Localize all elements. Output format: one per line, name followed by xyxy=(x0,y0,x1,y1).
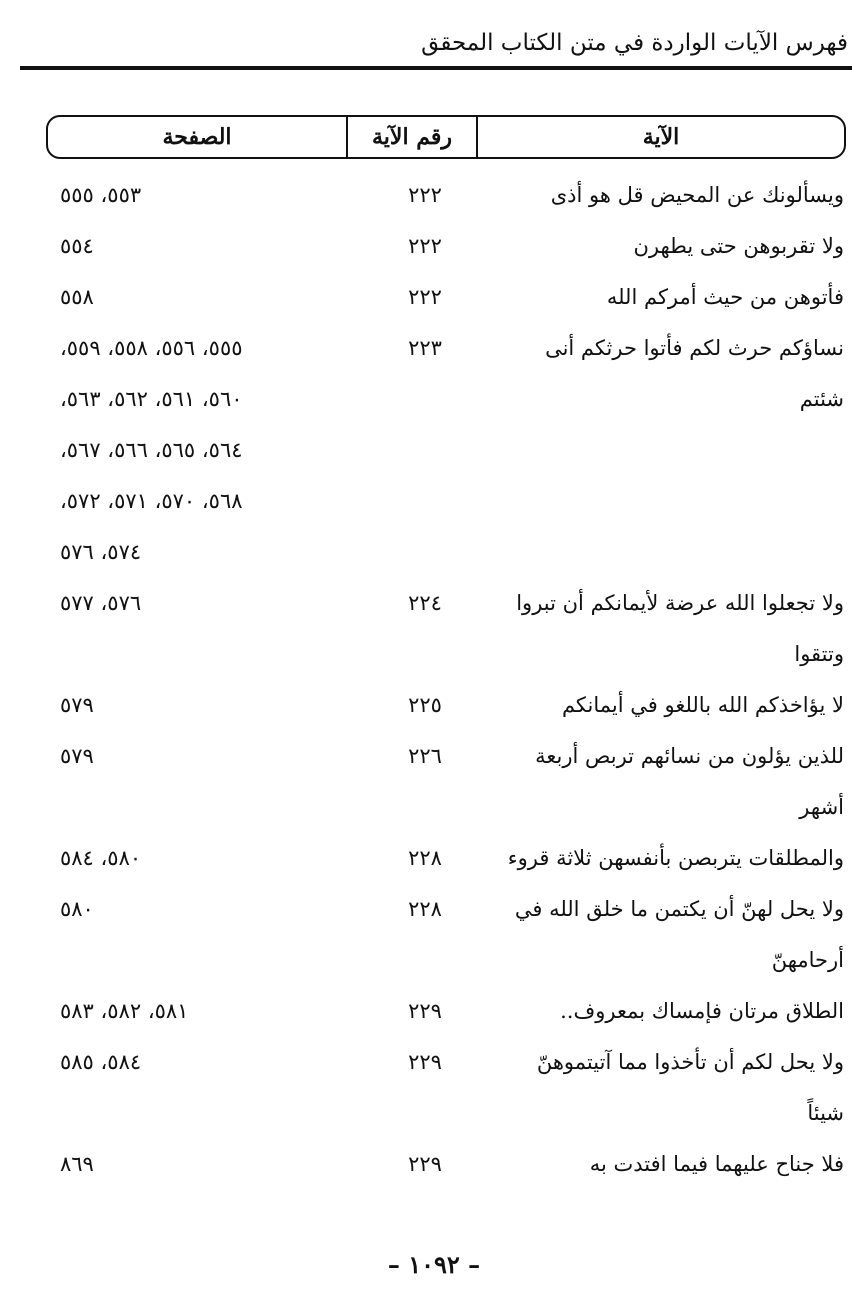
table-row xyxy=(0,680,868,731)
page-refs: ٨٦٩ xyxy=(60,1152,94,1176)
table-row xyxy=(0,374,868,425)
running-header: فهرس الآيات الواردة في متن الكتاب المحقق xyxy=(421,30,848,56)
column-header-verse-number: رقم الآية xyxy=(346,117,476,157)
verse-number: ٢٢٣ xyxy=(408,336,442,360)
table-row xyxy=(0,1139,868,1190)
table-row xyxy=(0,1037,868,1088)
verse-text: والمطلقات يتربصن بأنفسهن ثلاثة قروء xyxy=(507,846,844,870)
verse-number xyxy=(380,425,470,476)
verse-text: ويسألونك عن المحيض قل هو أذى xyxy=(550,183,844,207)
table-row xyxy=(0,425,868,476)
table-row xyxy=(0,221,868,272)
verse-text: الطلاق مرتان فإمساك بمعروف.. xyxy=(560,999,844,1023)
verse-number xyxy=(380,476,470,527)
table-row xyxy=(0,272,868,323)
verse-number: ٢٢٩ xyxy=(408,999,442,1023)
page-refs xyxy=(60,935,340,986)
page-refs: ٥٥٣، ٥٥٥ xyxy=(60,183,142,207)
page-refs: ٥٨٤، ٥٨٥ xyxy=(60,1050,142,1074)
table-row xyxy=(0,833,868,884)
page-refs: ٥٧٤، ٥٧٦ xyxy=(60,540,142,564)
index-table xyxy=(0,170,868,1190)
verse-text: أشهر xyxy=(799,795,844,819)
page-refs: ٥٨١، ٥٨٢، ٥٨٣ xyxy=(60,999,189,1023)
table-row xyxy=(0,782,868,833)
verse-number: ٢٢٢ xyxy=(408,285,442,309)
verse-text: أرحامهنّ xyxy=(771,948,844,972)
verse-number xyxy=(380,782,470,833)
table-row xyxy=(0,986,868,1037)
verse-text: شئتم xyxy=(799,387,844,411)
verse-number xyxy=(380,1088,470,1139)
verse-number: ٢٢٢ xyxy=(408,234,442,258)
page-refs: ٥٦٨، ٥٧٠، ٥٧١، ٥٧٢، xyxy=(60,489,243,513)
verse-text: للذين يؤلون من نسائهم تربص أربعة xyxy=(535,744,844,768)
verse-number: ٢٢٨ xyxy=(408,846,442,870)
table-row xyxy=(0,323,868,374)
page-refs xyxy=(60,782,340,833)
page-refs: ٥٧٩ xyxy=(60,693,94,717)
verse-text xyxy=(474,476,844,527)
verse-number: ٢٢٦ xyxy=(408,744,442,768)
table-row xyxy=(0,731,868,782)
verse-number: ٢٢٨ xyxy=(408,897,442,921)
table-row xyxy=(0,476,868,527)
verse-text: ولا تجعلوا الله عرضة لأيمانكم أن تبروا xyxy=(516,591,844,615)
verse-text: ولا يحل لهنّ أن يكتمن ما خلق الله في xyxy=(514,897,844,921)
verse-text xyxy=(474,527,844,578)
verse-number xyxy=(380,374,470,425)
table-header xyxy=(46,115,846,159)
page-refs: ٥٧٩ xyxy=(60,744,94,768)
page-refs: ٥٥٤ xyxy=(60,234,94,258)
page-refs: ٥٨٠، ٥٨٤ xyxy=(60,846,142,870)
page-refs xyxy=(60,629,340,680)
header-rule xyxy=(20,66,852,70)
page-refs: ٥٥٨ xyxy=(60,285,94,309)
verse-number: ٢٢٥ xyxy=(408,693,442,717)
verse-number: ٢٢٩ xyxy=(408,1152,442,1176)
verse-number: ٢٢٩ xyxy=(408,1050,442,1074)
verse-number: ٢٢٤ xyxy=(408,591,442,615)
verse-number xyxy=(380,935,470,986)
verse-text: ولا يحل لكم أن تأخذوا مما آتيتموهنّ xyxy=(536,1050,844,1074)
page-refs: ٥٥٥، ٥٥٦، ٥٥٨، ٥٥٩، xyxy=(60,336,243,360)
verse-text: فأتوهن من حيث أمركم الله xyxy=(606,285,844,309)
table-row xyxy=(0,1088,868,1139)
page-refs xyxy=(60,1088,340,1139)
table-row xyxy=(0,629,868,680)
verse-text: لا يؤاخذكم الله باللغو في أيمانكم xyxy=(561,693,844,717)
verse-text: شيئاً xyxy=(807,1101,844,1125)
table-row xyxy=(0,935,868,986)
page-refs: ٥٦٤، ٥٦٥، ٥٦٦، ٥٦٧، xyxy=(60,438,243,462)
table-row xyxy=(0,578,868,629)
table-row xyxy=(0,170,868,221)
verse-number: ٢٢٢ xyxy=(408,183,442,207)
table-row xyxy=(0,884,868,935)
page-number: – ١٠٩٢ – xyxy=(387,1250,481,1279)
page-refs: ٥٨٠ xyxy=(60,897,94,921)
verse-text xyxy=(474,425,844,476)
verse-number xyxy=(380,527,470,578)
page-refs: ٥٧٦، ٥٧٧ xyxy=(60,591,142,615)
page-refs: ٥٦٠، ٥٦١، ٥٦٢، ٥٦٣، xyxy=(60,387,243,411)
verse-text: ولا تقربوهن حتى يطهرن xyxy=(633,234,844,258)
verse-text: وتتقوا xyxy=(794,642,844,666)
verse-text: نساؤكم حرث لكم فأتوا حرثكم أنى xyxy=(545,336,844,360)
verse-text: فلا جناح عليهما فيما افتدت به xyxy=(589,1152,844,1176)
column-header-page: الصفحة xyxy=(162,124,232,150)
table-row xyxy=(0,527,868,578)
column-header-verse: الآية xyxy=(476,117,844,157)
verse-number xyxy=(380,629,470,680)
